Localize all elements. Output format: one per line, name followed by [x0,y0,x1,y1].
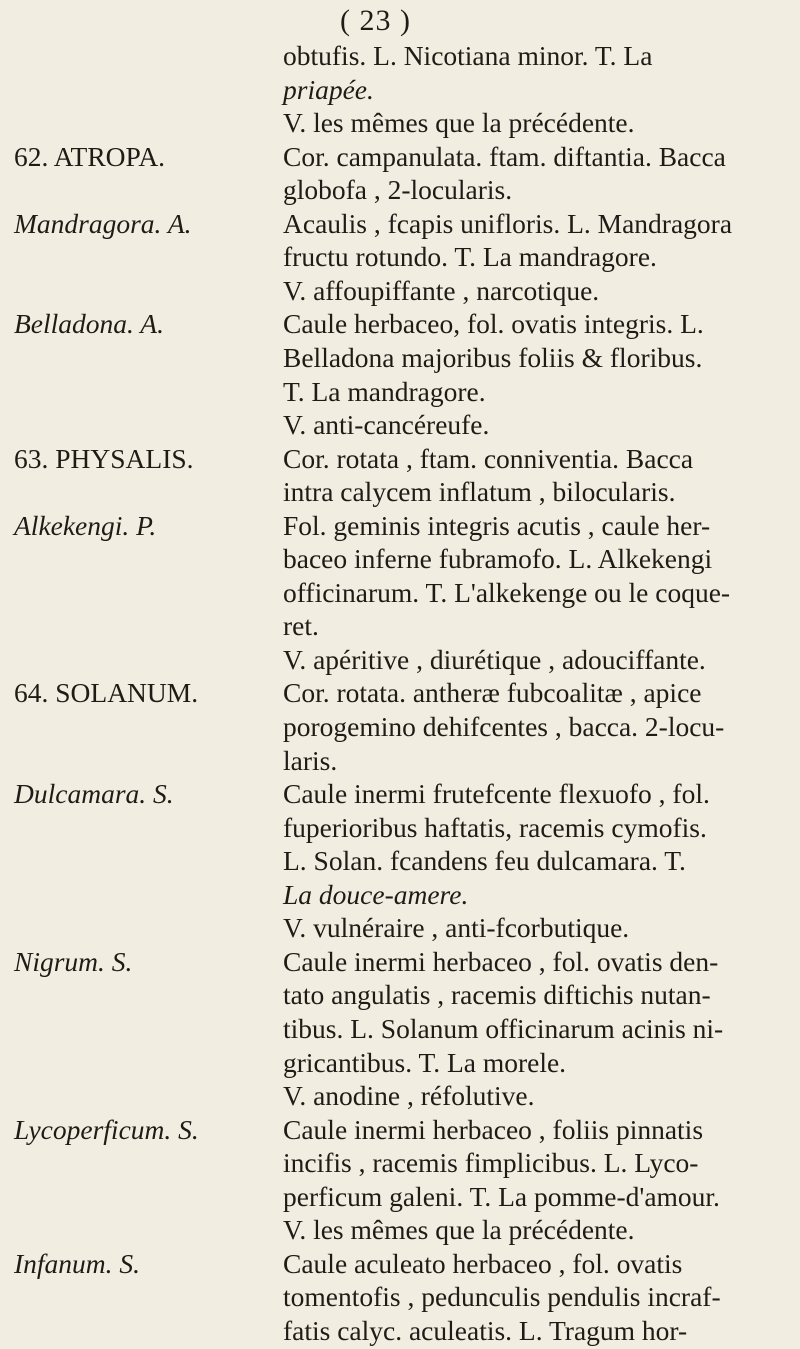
entry-description-line: Acaulis , fcapis unifloris. L. Mandragora [283,207,733,239]
text-line: V. anti-cancéreufe. [283,409,490,441]
text-line: tibus. L. Solanum officinarum acinis ni- [283,1012,724,1044]
species-heading: Nigrum. S. [14,945,133,977]
text-line: V. anodine , réfolutive. [283,1080,535,1112]
text-line: baceo inferne fubramofo. L. Alkekengi [283,543,713,575]
text-line: porogemino dehifcentes , bacca. 2-locu- [283,711,725,742]
species-heading: Infanum. S. [14,1247,141,1279]
species-heading: Dulcamara. S. [14,778,174,810]
text-line: officinarum. T. L'alkekenge ou le coque- [283,576,731,608]
text-line: globofa , 2-locularis. [283,174,513,206]
species-heading: Alkekengi. P. [14,509,157,541]
text-line: fatis calyc. aculeatis. L. Tragum hor- [283,1314,688,1346]
genus-heading: 62. ATROPA. [14,140,166,172]
species-heading: Mandragora. A. [14,207,192,239]
entry-description-line: Cor. campanulata. ftam. diftantia. Bacca [283,140,726,172]
text-line: La douce-amere. [283,878,469,910]
entry-description-line: Caule inermi herbaceo , foliis pinnatis [283,1113,704,1145]
text-line: tomentofis , pedunculis pendulis incraf- [283,1281,721,1313]
text-line: incifis , racemis fimplicibus. L. Lyco- [283,1147,699,1179]
text-line: V. affoupiffante , narcotique. [283,274,600,306]
text-line: fuperioribus haftatis, racemis cymofis. [283,811,707,843]
text-line: V. les mêmes que la précédente. [283,107,635,139]
entry-description-line: Caule inermi frutefcente flexuofo , fol. [283,778,710,810]
entry-description-line: Caule aculeato herbaceo , fol. ovatis [283,1247,683,1279]
entry-description-line: Caule herbaceo, fol. ovatis integris. L. [283,308,704,340]
text-line: gricantibus. T. La morele. [283,1046,567,1078]
entry-description-line: Caule inermi herbaceo , fol. ovatis den- [283,945,719,977]
text-line: intra calycem inflatum , bilocularis. [283,476,676,508]
species-heading: Lycoperficum. S. [14,1113,199,1145]
text-line: V. apéritive , diurétique , adouciffante. [283,643,706,675]
text-line: L. Solan. fcandens feu dulcamara. T. [283,845,686,877]
text-line: laris. [283,744,338,776]
entry-description-line: Cor. rotata , ftam. conniventia. Bacca [283,442,694,474]
text-line: Belladona majoribus foliis & floribus. [283,341,703,373]
entry-description-line: Cor. rotata. antheræ fubcoalitæ , apice [283,677,702,709]
text-line: obtufis. L. Nicotiana minor. T. La [283,40,653,71]
text-line: perficum galeni. T. La pomme-d'amour. [283,1180,720,1212]
entry-description-line: Fol. geminis integris acutis , caule her- [283,509,711,541]
species-heading: Belladona. A. [14,308,164,340]
text-line: V. les mêmes que la précédente. [283,1214,635,1246]
text-line: tato angulatis , racemis diftichis nutan- [283,979,711,1011]
text-line: priapée. [283,73,374,105]
genus-heading: 63. PHYSALIS. [14,442,194,474]
page-number: ( 23 ) [340,4,411,37]
text-line: V. vulnéraire , anti-fcorbutique. [283,912,630,944]
text-line: ret. [283,610,319,642]
text-line: fructu rotundo. T. La mandragore. [283,241,657,273]
text-line: T. La mandragore. [283,375,486,407]
genus-heading: 64. SOLANUM. [14,677,199,709]
